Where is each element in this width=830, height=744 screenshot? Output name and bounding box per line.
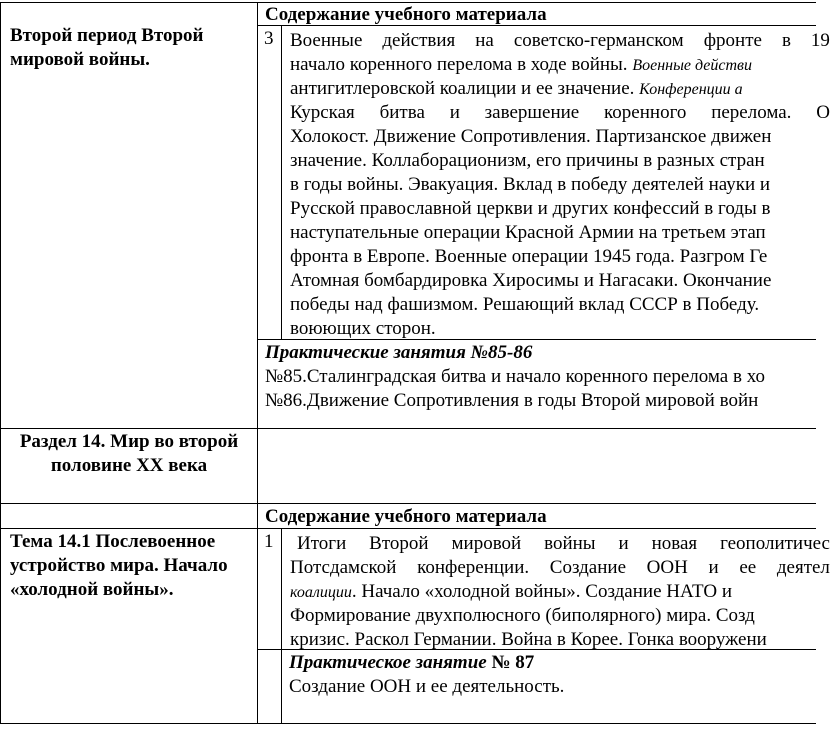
content-line: победы над фашизмом. Решающий вклад СССР в Победу.: [290, 294, 760, 315]
content-line: Военные действия на советско-германском фронте в 19: [290, 30, 830, 51]
content-line: антигитлеровской коалиции и ее значение. Конференции а: [290, 78, 743, 99]
content-line: коалиции. Начало «холодной войны». Создание НАТО и: [290, 581, 733, 602]
content-header: Содержание учебного материала: [265, 506, 547, 527]
content-line: воюющих сторон.: [290, 318, 436, 339]
content-header: Содержание учебного материала: [265, 4, 547, 25]
content-line: наступательные операции Красной Армии на третьем этап: [290, 222, 766, 243]
column-divider: [257, 2, 258, 724]
section-divider: [0, 428, 816, 429]
topic-title: Тема 14.1 Послевоенное устройство мира. Начало «холодной войны».: [10, 531, 228, 600]
number-column-divider: [281, 25, 282, 339]
content-line: Атомная бомбардировка Хиросимы и Нагасаки. Окончание: [290, 270, 772, 291]
content-line: фронта в Европе. Военные операции 1945 года. Разгром Ге: [290, 246, 768, 267]
practice-header: Практические занятия №85-86: [265, 342, 533, 363]
practice-item: №85.Сталинградская битва и начало коренного перелома в хо: [265, 366, 765, 387]
content-line: начало коренного перелома в ходе войны. Военные действи: [290, 54, 752, 75]
section-title: Раздел 14. Мир во второй половине XX века: [19, 431, 239, 476]
content-line: Курская битва и завершение коренного перелома. О: [290, 102, 830, 123]
practice-item: Создание ООН и ее деятельность.: [289, 676, 565, 697]
number-column-divider: [281, 528, 282, 724]
content-line: Русской православной церкви и других конфессий в годы в: [290, 198, 771, 219]
table-bottom-border: [0, 723, 816, 724]
content-line: Формирование двухполюсного (биполярного) мира. Созд: [290, 605, 755, 626]
period-title: Второй период Второй мировой войны.: [10, 25, 204, 70]
content-line: значение. Коллаборационизм, его причины в разных стран: [290, 150, 765, 171]
content-line: Потсдамской конференции. Создание ООН и ее деятел: [290, 557, 830, 578]
section-divider: [0, 503, 816, 504]
table-left-border: [0, 2, 1, 724]
practice-item: №86.Движение Сопротивления в годы Второй мировой войн: [265, 390, 759, 411]
content-line: в годы войны. Эвакуация. Вклад в победу деятелей науки и: [290, 174, 771, 195]
content-line: Итоги Второй мировой войны и новая геополитичес: [297, 533, 830, 554]
item-number: 1: [264, 531, 274, 552]
practice-header: Практическое занятие № 87: [289, 652, 535, 673]
content-line: Холокост. Движение Сопротивления. Партизанское движен: [290, 126, 772, 147]
content-line: кризис. Раскол Германии. Война в Корее. Гонка вооружени: [290, 629, 767, 650]
item-number: 3: [264, 28, 274, 49]
